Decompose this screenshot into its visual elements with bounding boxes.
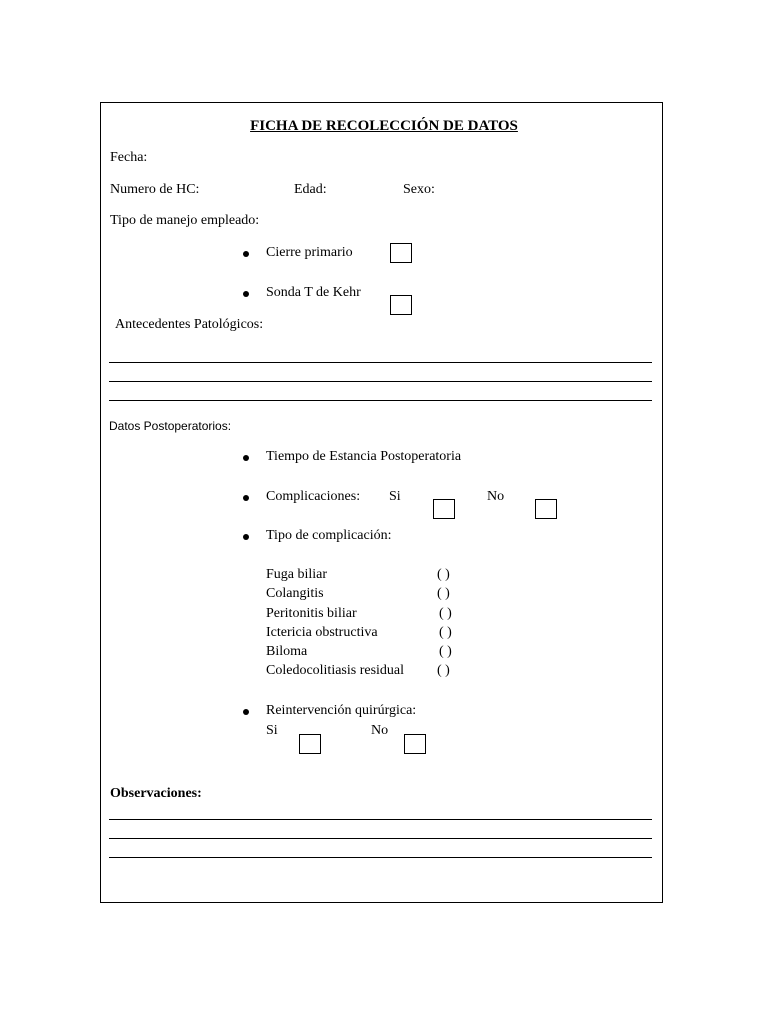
antecedentes-line-1[interactable] <box>109 362 652 363</box>
bullet-icon <box>243 251 249 257</box>
complicacion-item: Coledocolitiasis residual <box>266 663 405 678</box>
complicacion-paren[interactable]: ( ) <box>439 644 452 659</box>
hc-label: Numero de HC: <box>110 182 200 197</box>
complicacion-paren[interactable]: ( ) <box>439 625 452 640</box>
complicacion-item: Fuga biliar <box>266 567 328 582</box>
observaciones-line-2[interactable] <box>109 838 652 839</box>
fecha-label: Fecha: <box>110 150 148 165</box>
observaciones-line-3[interactable] <box>109 857 652 858</box>
estancia-label: Tiempo de Estancia Postoperatoria <box>266 449 462 464</box>
complicaciones-label: Complicaciones: <box>266 489 361 504</box>
complicacion-item: Ictericia obstructiva <box>266 625 378 640</box>
reintervencion-si-label: Si <box>266 723 278 738</box>
reintervencion-no-label: No <box>371 723 389 738</box>
sexo-label: Sexo: <box>403 182 435 197</box>
complicaciones-no-label: No <box>487 489 505 504</box>
complicacion-paren[interactable]: ( ) <box>439 606 452 621</box>
complicacion-paren[interactable]: ( ) <box>437 586 450 601</box>
bullet-icon <box>243 709 249 715</box>
sonda-kehr-checkbox[interactable] <box>390 295 412 315</box>
antecedentes-label: Antecedentes Patológicos: <box>115 317 264 332</box>
antecedentes-line-3[interactable] <box>109 400 652 401</box>
observaciones-label: Observaciones: <box>110 786 202 801</box>
complicacion-item: Peritonitis biliar <box>266 606 357 621</box>
reintervencion-si-checkbox[interactable] <box>299 734 321 754</box>
reintervencion-no-checkbox[interactable] <box>404 734 426 754</box>
complicacion-paren[interactable]: ( ) <box>437 567 450 582</box>
complicacion-item: Biloma <box>266 644 308 659</box>
cierre-primario-checkbox[interactable] <box>390 243 412 263</box>
form-title: FICHA DE RECOLECCIÓN DE DATOS <box>250 118 518 134</box>
manejo-option-cierre: Cierre primario <box>266 245 353 260</box>
reintervencion-label: Reintervención quirúrgica: <box>266 703 417 718</box>
bullet-icon <box>243 495 249 501</box>
tipo-complicacion-label: Tipo de complicación: <box>266 528 392 543</box>
bullet-icon <box>243 534 249 540</box>
tipo-manejo-label: Tipo de manejo empleado: <box>110 213 260 228</box>
complicaciones-no-checkbox[interactable] <box>535 499 557 519</box>
complicaciones-si-label: Si <box>389 489 401 504</box>
manejo-option-sonda: Sonda T de Kehr <box>266 285 361 300</box>
edad-label: Edad: <box>294 182 327 197</box>
bullet-icon <box>243 291 249 297</box>
bullet-icon <box>243 455 249 461</box>
complicaciones-si-checkbox[interactable] <box>433 499 455 519</box>
complicacion-paren[interactable]: ( ) <box>437 663 450 678</box>
complicacion-item: Colangitis <box>266 586 324 601</box>
observaciones-line-1[interactable] <box>109 819 652 820</box>
postop-label: Datos Postoperatorios: <box>109 419 232 433</box>
antecedentes-line-2[interactable] <box>109 381 652 382</box>
